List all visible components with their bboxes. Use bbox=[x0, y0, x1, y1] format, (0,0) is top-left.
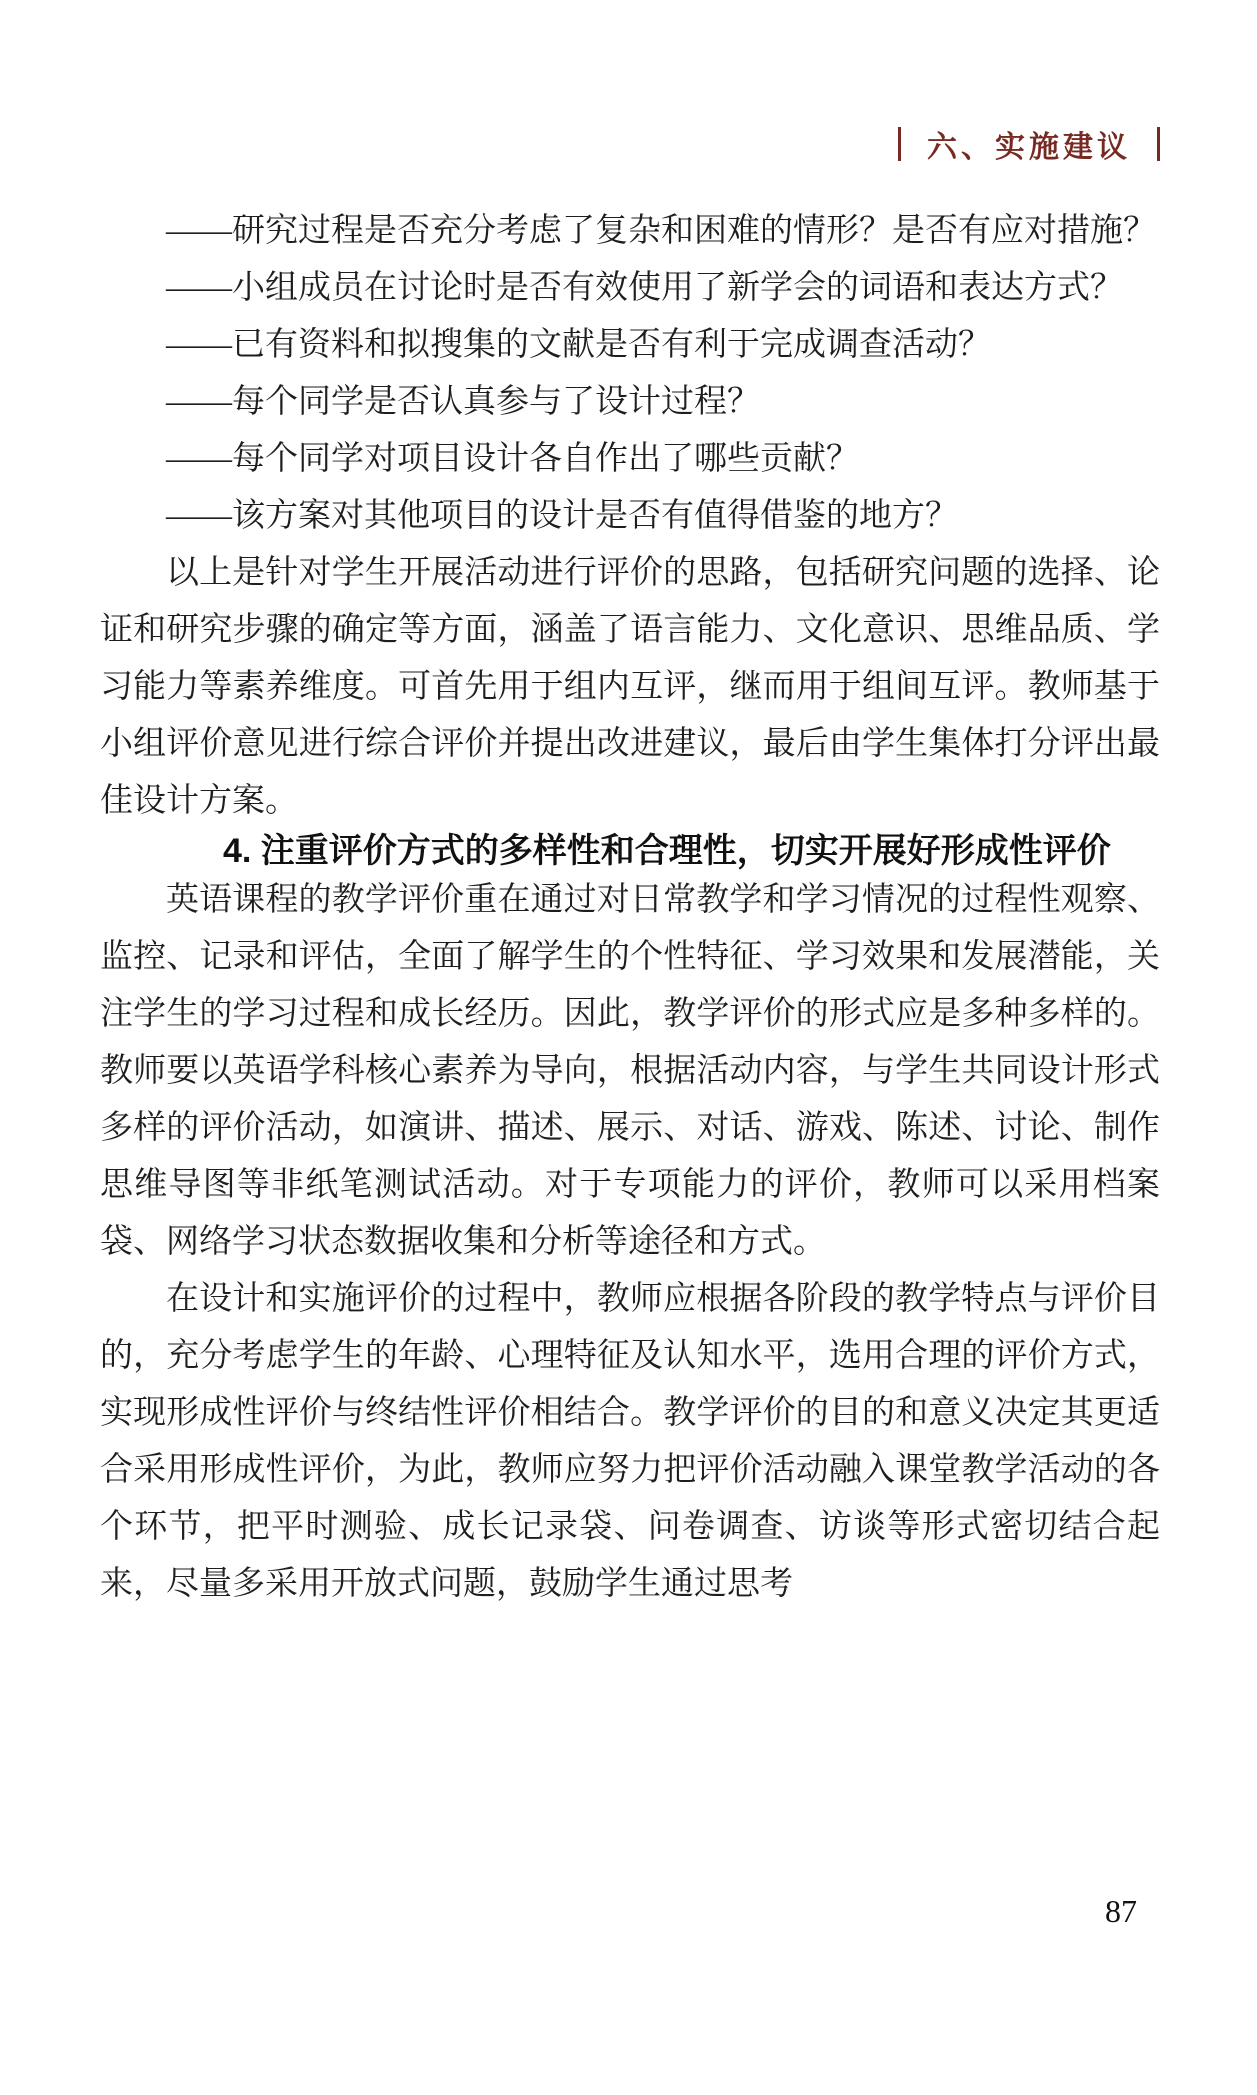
running-header bbox=[898, 122, 1160, 166]
header-right-rule bbox=[1157, 127, 1160, 161]
page-body bbox=[100, 203, 1160, 1613]
dash-item: ——每个同学是否认真参与了设计过程？ bbox=[166, 384, 760, 420]
running-header-title: 六、实施建议 bbox=[927, 131, 1131, 164]
dash-item: ——每个同学对项目设计各自作出了哪些贡献？ bbox=[166, 441, 859, 477]
dash-item: ——小组成员在讨论时是否有效使用了新学会的词语和表达方式？ bbox=[166, 270, 1123, 306]
dash-item: ——已有资料和拟搜集的文献是否有利于完成调查活动？ bbox=[166, 327, 991, 363]
page-number: 87 bbox=[1105, 1893, 1137, 1929]
paragraph: 英语课程的教学评价重在通过对日常教学和学习情况的过程性观察、监控、记录和评估，全面了解学生的个性特征、学习效果和发展潜能，关注学生的学习过程和成长经历。因此，教学评价的形式应是多种多样的。教师要以英语学科核心素养为导向，根据活动内容，与学生共同设计形式多样的评价活动，如演讲、描述、展示、对话、游戏、陈述、讨论、制作思维导图等非纸笔测试活动。对于专项能力的评价，教师可以采用档案袋、网络学习状态数据收集和分析等途径和方式。 bbox=[100, 882, 1160, 1260]
header-left-rule bbox=[898, 127, 901, 161]
dash-item: ——该方案对其他项目的设计是否有值得借鉴的地方？ bbox=[166, 498, 958, 534]
summary-paragraph: 以上是针对学生开展活动进行评价的思路，包括研究问题的选择、论证和研究步骤的确定等方面，涵盖了语言能力、文化意识、思维品质、学习能力等素养维度。可首先用于组内互评，继而用于组间互评。教师基于小组评价意见进行综合评价并提出改进建议，最后由学生集体打分评出最佳设计方案。 bbox=[100, 555, 1160, 819]
section-heading: 4. 注重评价方式的多样性和合理性，切实开展好形成性评价 bbox=[223, 832, 1111, 870]
dash-item: ——研究过程是否充分考虑了复杂和困难的情形？是否有应对措施？ bbox=[166, 213, 1156, 249]
paragraph: 在设计和实施评价的过程中，教师应根据各阶段的教学特点与评价目的，充分考虑学生的年龄、心理特征及认知水平，选用合理的评价方式，实现形成性评价与终结性评价相结合。教学评价的目的和意义决定其更适合采用形成性评价，为此，教师应努力把评价活动融入课堂教学活动的各个环节，把平时测验、成长记录袋、问卷调查、访谈等形式密切结合起来，尽量多采用开放式问题，鼓励学生通过思考 bbox=[100, 1281, 1160, 1602]
